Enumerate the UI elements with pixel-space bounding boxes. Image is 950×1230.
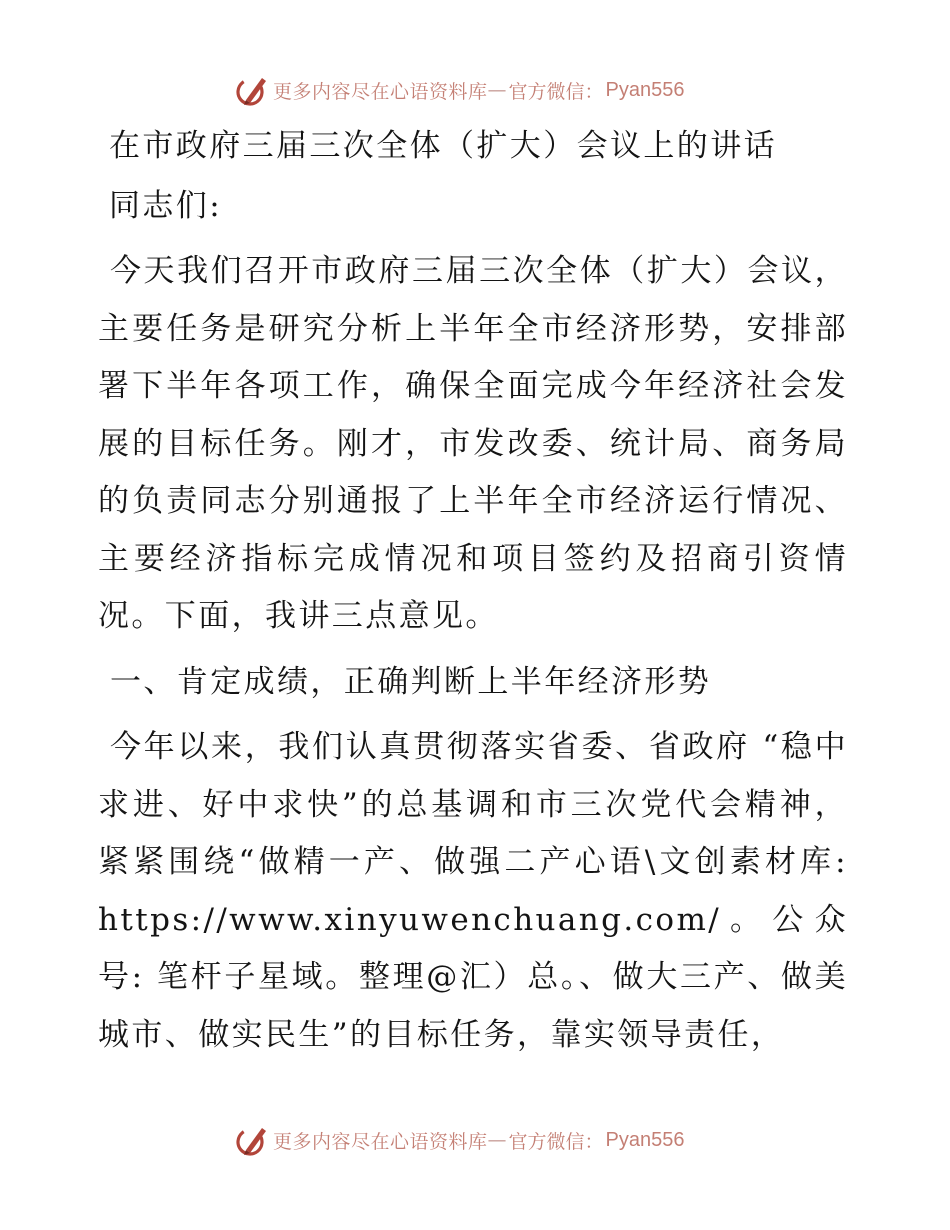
pen-logo-icon [235, 73, 269, 107]
banner-wechat-id: Pyan556 [605, 1128, 685, 1151]
banner-slogan: 更多内容尽在心语资料库 [273, 1130, 488, 1153]
banner-separator: — [487, 1129, 507, 1151]
pen-logo-icon [235, 1123, 269, 1157]
footer-banner [235, 1122, 685, 1158]
document-body [98, 118, 848, 1064]
banner-wechat-id: Pyan556 [605, 78, 685, 101]
paragraph-intro: 今天我们召开市政府三届三次全体（扩大）会议，主要任务是研究分析上半年全市经济形势，安排部署下半年各项工作，确保全面完成今年经济社会发展的目标任务。刚才，市发改委、统计局、商务局的负责同志分别通报了上半年全市经济运行情况、主要经济指标完成情况和项目签约及招商引资情况。下面，我讲三点意见。 [98, 253, 848, 634]
greeting: 同志们: [109, 187, 223, 224]
section-heading: 一、肯定成绩，正确判断上半年经济形势 [110, 663, 712, 700]
banner-separator: — [487, 79, 507, 101]
banner-wechat-label: 官方微信： [508, 80, 604, 103]
paragraph-section-1: 今年以来，我们认真贯彻落实省委、省政府 “稳中求进、好中求快”的总基调和市三次党代会精神，紧紧围绕“做精一产、做强二产心语\文创素材库: https://www.xinyuwenchuang.com/。公众号: 笔杆子星域。整理@汇）总。、做大三产、做美城市、做实民生”的目标任务，靠实领导责任， [98, 729, 848, 1053]
banner-slogan: 更多内容尽在心语资料库 [273, 80, 488, 103]
document-title: 在市政府三届三次全体（扩大）会议上的讲话 [109, 128, 777, 164]
header-banner [235, 72, 685, 108]
banner-wechat-label: 官方微信： [508, 1130, 604, 1153]
